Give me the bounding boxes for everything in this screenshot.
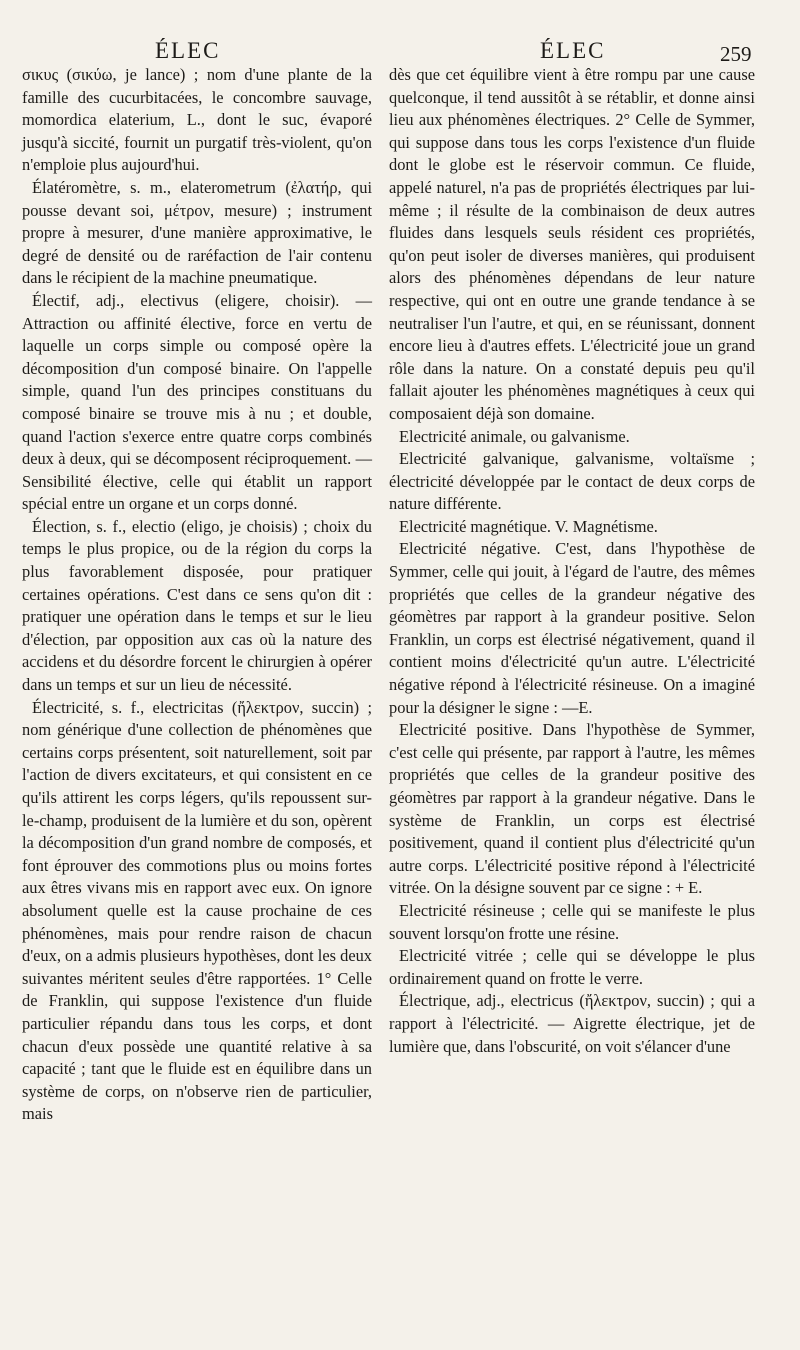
entry-electif: Électif, adj., electivus (eligere, choisir). — Attraction ou affinité élective, force en vertu de laquelle un corps simple ou composé opère la décomposition d'un composé binaire. On l'appelle simple, quand l'un des principes constituans du composé binaire se trouve mis à nu ; et double, quand l'action s'exerce entre quatre corps combinés deux à deux, qui se décomposent réciproquement. — Sensibilité élective, celle qui établit un rapport spécial entre un organe et un corps donné. [22,290,372,514]
left-column [22,64,372,1126]
subentry-electricite-resineuse: Electricité résineuse ; celle qui se manifeste le plus souvent lorsqu'on frotte une résine. [389,900,755,943]
entry-election: Élection, s. f., electio (eligo, je choisis) ; choix du temps le plus propice, ou de la région du corps la plus favorablement disposée, pour pratiquer certaines opérations. C'est dans ce sens qu'on dit : pratiquer une opération dans le temps et sur le lieu d'élection, par opposition aux cas où la nature des accidens et du désordre forcent le chirurgien à opérer dans un temps et sur un lieu de nécessité. [22,516,372,695]
right-column [389,64,755,1058]
subentry-electricite-positive: Electricité positive. Dans l'hypothèse de Symmer, c'est celle qui présente, par rapport à l'autre, les mêmes propriétés que celles de la grandeur positive des géomètres par rapport à la grandeur négative. Dans le système de Franklin, un corps est électrisé positivement, quand il contient plus d'électricité qu'un autre corps. L'électricité positive répond à l'électricité vitrée. On la désigne souvent par ce signe : + E. [389,720,755,898]
entry-elaterium-continued: σικυς (σικύω, je lance) ; nom d'une plante de la famille des cucurbitacées, le concombre sauvage, momordica elaterium, L., dont le suc, évaporé jusqu'à siccité, fournit un purgatif très-violent, qu'on n'emploie plus aujourd'hui. [22,65,372,175]
subentry-electricite-galvanique: Electricité galvanique, galvanisme, voltaïsme ; électricité développée par le contact de deux corps de nature différente. [389,449,755,514]
entry-elaterometre: Élatéromètre, s. m., elaterometrum (ἐλατήρ, qui pousse devant soi, μέτρον, mesure) ; instrument propre à mesurer, d'une manière approximative, le degré de densité ou de raréfaction de l'air contenu dans le récipient de la machine pneumatique. [22,177,372,288]
subentry-electricite-animale: Electricité animale, ou galvanisme. [399,426,630,446]
entry-electricite-continued: dès que cet équilibre vient à être rompu par une cause quelconque, il tend aussitôt à se rétablir, et donne ainsi lieu aux phénomènes électriques. 2° Celle de Symmer, qui suppose dans tous les corps l'existence d'un fluide dont le globe est le réservoir commun. Ce fluide, appelé naturel, n'a pas de propriétés électriques par lui-même ; il résulte de la combinaison de deux autres fluides dans lesquels seuls résident ces propriétés, qu'on peut isoler de diverses manières, qui produisent alors des phénomènes dépendans de leur nature respective, qui ont en outre une grande tendance à se neutraliser l'un l'autre, et qui, en se réunissant, donnent encore lieu à d'autres effets. L'électricité joue un grand rôle dans la nature. On a constaté depuis peu qu'il fallait ajouter les phénomènes magnétiques à ceux qui composaient déjà son domaine. [389,65,755,423]
subentry-electricite-magnetique: Electricité magnétique. V. Magnétisme. [399,516,658,536]
subentry-electricite-negative: Electricité négative. C'est, dans l'hypothèse de Symmer, celle qui jouit, à l'égard de l'autre, des mêmes propriétés que celles de la grandeur négative des géomètres par rapport à la grandeur positive. Selon Franklin, un corps est électrisé négativement, quand il contient moins d'électricité qu'un autre. L'électricité négative répond à l'électricité résineuse. On a imaginé pour la désigner le signe : —E. [389,539,755,717]
running-head-right: ÉLEC [540,38,606,63]
entry-electrique: Électrique, adj., electricus (ἤλεκτρον, succin) ; qui a rapport à l'électricité. — Aigrette électrique, jet de lumière que, dans l'obscurité, on voit s'élancer d'une [389,991,755,1056]
page-number: 259 [720,42,752,66]
entry-electricite: Électricité, s. f., electricitas (ἤλεκτρον, succin) ; nom générique d'une collection de phénomènes que certains corps présentent, soit naturellement, soit par l'action de divers excitateurs, et qui consistent en ce qu'ils attirent les corps légers, qu'ils repoussent sur-le-champ, produisent de la lumière et du son, opèrent la décomposition d'un grand nombre de composés, et font éprouver des commotions plus ou moins fortes aux êtres vivans mis en rapport avec eux. On ignore absolument quelle est la cause prochaine de ces phénomènes, mais pour rendre raison de chacun d'eux, on a admis plusieurs hypothèses, dont les deux suivantes méritent seules d'être rapportées. 1° Celle de Franklin, qui suppose l'existence d'un fluide particulier répandu dans tous les corps, et dont chacun d'eux possède une quantité relative à sa capacité ; tant que le fluide est en équilibre dans un système de corps, on n'observe rien de particulier, mais [22,697,372,1124]
subentry-electricite-vitree: Electricité vitrée ; celle qui se développe le plus ordinairement quand on frotte le verre. [389,946,755,988]
running-head-left: ÉLEC [155,38,221,63]
